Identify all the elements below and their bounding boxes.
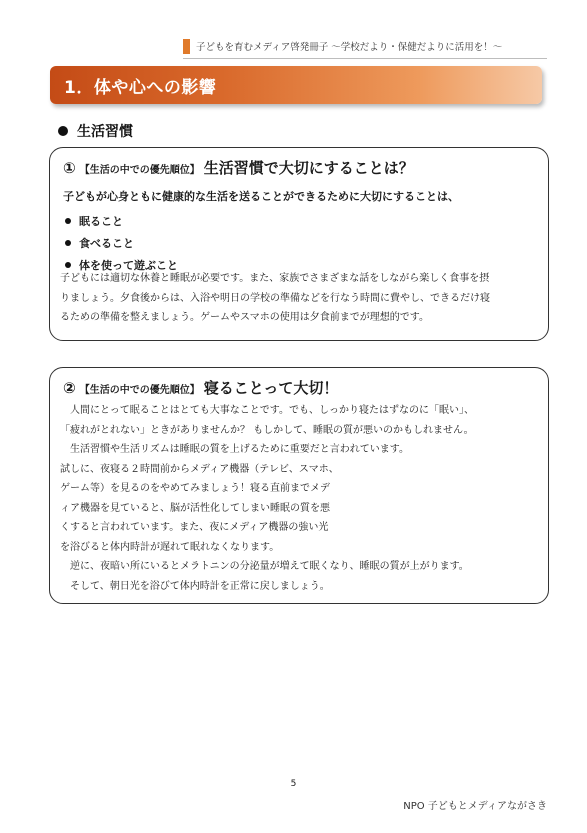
list-item (63, 210, 178, 232)
paragraph-line: を浴びると体内時計が遅れて眠れなくなります。 (60, 541, 280, 553)
page-header (183, 38, 547, 54)
bullet-dot-icon (65, 240, 71, 246)
box-number: ② (63, 379, 76, 397)
box-paragraph (60, 401, 540, 596)
section-heading (58, 121, 133, 141)
header-accent-mark (183, 39, 190, 54)
paragraph-line: 生活習慣や生活リズムは睡眠の質を上げるために重要だと言われています。 (60, 444, 409, 455)
box-heading: 生活習慣で大切にすることは？ (203, 159, 414, 177)
box-heading: 寝ることって大切！ (203, 379, 339, 397)
paragraph-line: 子どもには適切な休養と睡眠が必要です。また、家族でさまざまな話をしながら楽しく食事を摂 (60, 273, 490, 284)
box-paragraph (60, 269, 540, 328)
header-text: 子どもを育むメディア啓発冊子 〜学校だより・保健だよりに活用を！〜 (196, 42, 503, 53)
paragraph-line: るための準備を整えましょう。ゲームやスマホの使用は夕食前までが理想的です。 (60, 312, 429, 323)
bullet-list (63, 210, 178, 276)
bullet-dot-icon (58, 126, 68, 136)
paragraph-line: 逆に、夜暗い所にいるとメラトニンの分泌量が増えて眠くなり、睡眠の質が上がります。 (60, 561, 469, 572)
list-item-label: 体を使って遊ぶこと (79, 259, 178, 272)
paragraph-line: 「疲れがとれない」ときがありませんか？ もしかして、睡眠の質が悪いのかもしれません。 (60, 424, 474, 436)
info-box-lifestyle (49, 147, 549, 341)
section-heading-label: 生活習慣 (77, 124, 133, 140)
list-item (63, 232, 178, 254)
paragraph-line: ゲーム等）を見るのをやめてみましょう！寝る直前までメデ (60, 483, 330, 494)
paragraph-line: 試しに、夜寝る２時間前からメディア機器（テレビ、スマホ、 (60, 463, 339, 475)
info-box-sleep (49, 367, 549, 604)
paragraph-line: 人間にとって眠ることはとても大事なことです。でも、しっかり寝たはずなのに「眠い」、 (60, 405, 474, 416)
paragraph-line: そして、朝日光を浴びて体内時計を正常に戻しましょう。 (60, 580, 330, 592)
box-number: ① (63, 159, 76, 177)
header-divider (183, 58, 547, 59)
bullet-dot-icon (65, 218, 71, 224)
footer-credit: NPO 子どもとメディアながさき (403, 801, 547, 812)
list-item-label: 眠ること (79, 215, 123, 228)
box-tag: 【生活の中での優先順位】 (79, 385, 200, 396)
page-number: 5 (290, 779, 297, 789)
box-lead-text: 子どもが心身ともに健康的な生活を送ることができるために大切にすることは、 (63, 190, 459, 203)
chapter-title: 1．体や心への影響 (64, 77, 217, 98)
chapter-banner (50, 66, 542, 104)
box-title (63, 377, 338, 398)
paragraph-line: りましょう。夕食後からは、入浴や明日の学校の準備などを行なう時間に費やし、できるだけ寝 (60, 292, 490, 304)
paragraph-line: くすると言われています。また、夜にメディア機器の強い光 (60, 522, 329, 533)
list-item-label: 食べること (79, 237, 134, 250)
box-tag: 【生活の中での優先順位】 (79, 165, 200, 176)
paragraph-line: ィア機器を見ていると、脳が活性化してしまい睡眠の質を悪 (60, 502, 330, 514)
bullet-dot-icon (65, 262, 71, 268)
box-title (63, 157, 414, 178)
